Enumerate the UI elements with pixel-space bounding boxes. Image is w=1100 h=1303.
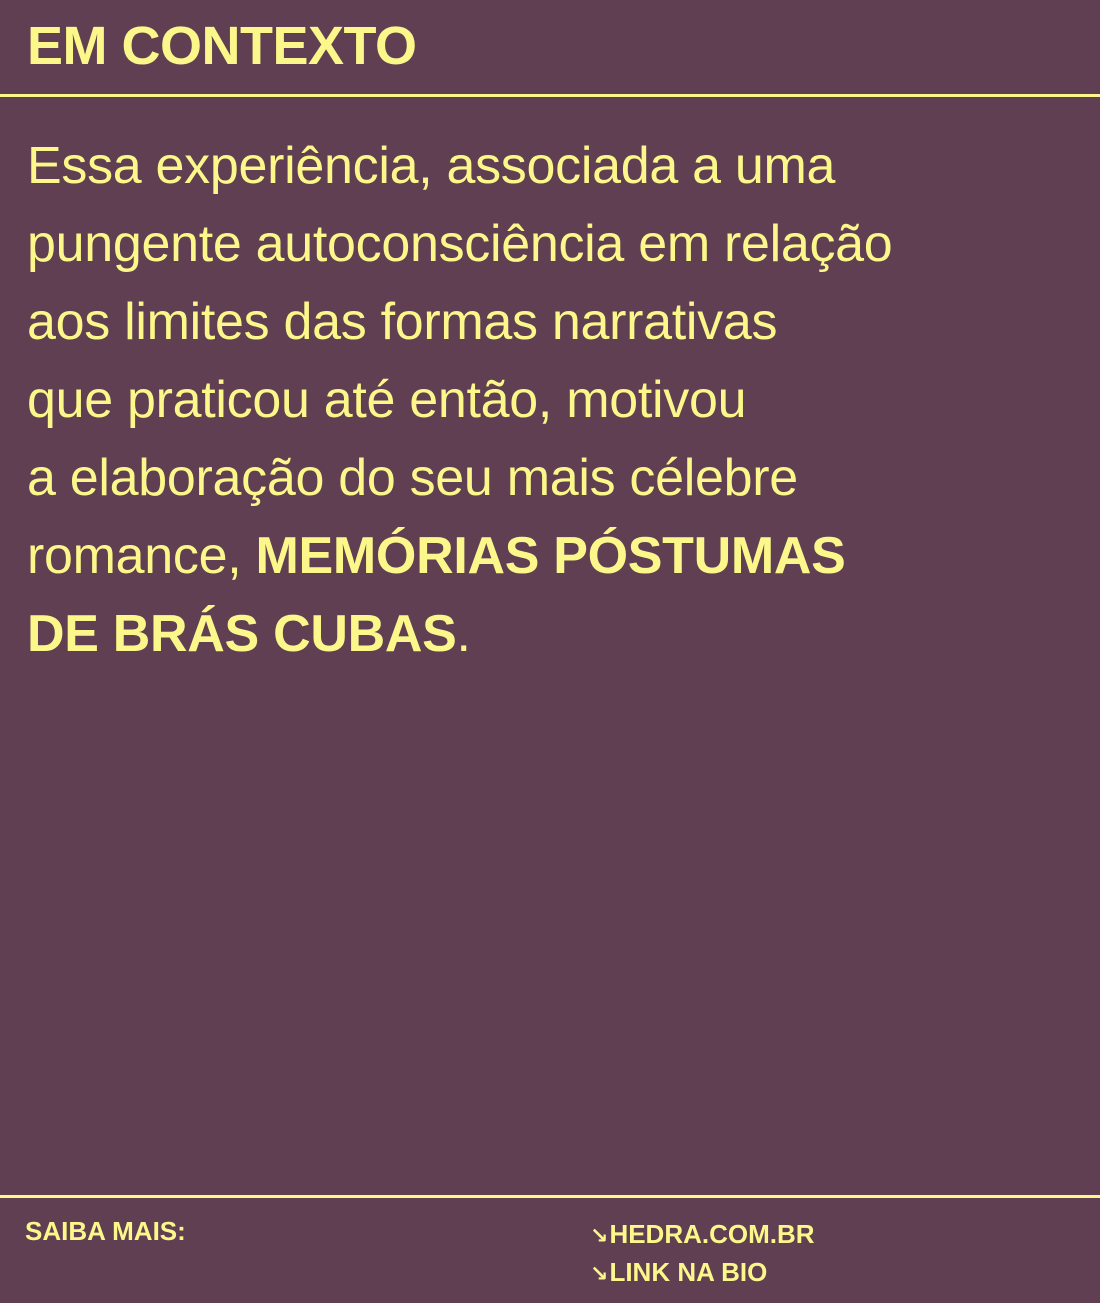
closing-period: . [456, 605, 471, 663]
link-text: HEDRA.COM.BR [609, 1219, 815, 1249]
link-in-bio[interactable] [590, 1254, 815, 1292]
arrow-down-right-icon: ↘ [590, 1223, 609, 1248]
body-line: Essa experiência, associada a uma [27, 137, 836, 195]
bottom-divider [0, 1195, 1100, 1198]
book-title-part1: MEMÓRIAS PÓSTUMAS [255, 527, 846, 585]
arrow-down-right-icon: ↘ [590, 1261, 609, 1286]
body-line: a elaboração do seu mais célebre [27, 449, 798, 507]
body-line-prefix: romance, [27, 527, 256, 585]
body-paragraph [27, 127, 1077, 673]
book-title-part2: DE BRÁS CUBAS [27, 605, 457, 663]
body-line: que praticou até então, motivou [27, 371, 747, 429]
top-divider [0, 94, 1100, 97]
footer-links [590, 1216, 815, 1292]
link-text: LINK NA BIO [609, 1257, 768, 1287]
body-line: pungente autoconsciência em relação [27, 215, 893, 273]
footer-label: SAIBA MAIS: [25, 1216, 186, 1246]
body-line: aos limites das formas narrativas [27, 293, 778, 351]
body-line-with-title [27, 517, 1077, 595]
body-line-title-end [27, 595, 1077, 673]
link-hedra-website[interactable] [590, 1216, 815, 1254]
page-title: EM CONTEXTO [27, 16, 417, 76]
